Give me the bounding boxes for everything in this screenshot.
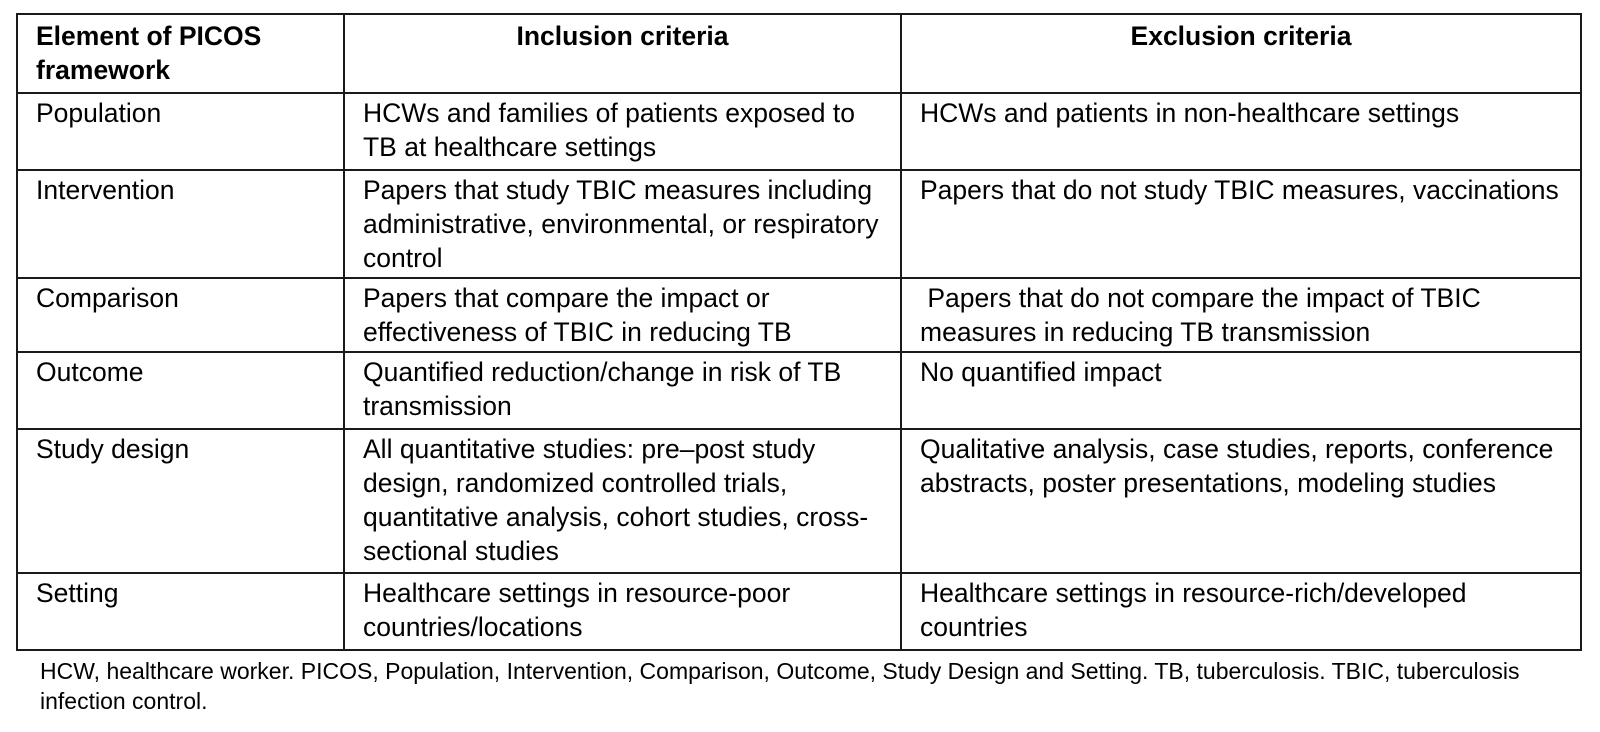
inclusion-cell: Quantified reduction/change in risk of TB transmission [344, 352, 901, 429]
inclusion-cell: Papers that study TBIC measures including administrative, environmental, or respiratory control [344, 170, 901, 278]
inclusion-cell: Papers that compare the impact or effectiveness of TBIC in reducing TB [344, 278, 901, 352]
header-inclusion: Inclusion criteria [344, 14, 901, 93]
exclusion-cell: No quantified impact [901, 352, 1581, 429]
exclusion-cell: Papers that do not compare the impact of TBIC measures in reducing TB transmission [901, 278, 1581, 352]
element-cell: Intervention [17, 170, 344, 278]
element-cell: Comparison [17, 278, 344, 352]
exclusion-cell: Healthcare settings in resource-rich/developed countries [901, 573, 1581, 650]
exclusion-cell: Qualitative analysis, case studies, reports, conference abstracts, poster presentations, modeling studies [901, 429, 1581, 573]
exclusion-cell: Papers that do not study TBIC measures, vaccinations [901, 170, 1581, 278]
table-footnote: HCW, healthcare worker. PICOS, Population, Intervention, Comparison, Outcome, Study Design and Setting. TB, tuberculosis. TBIC, tuberculosis infection control. [40, 658, 1520, 714]
table-row [17, 278, 1581, 352]
table-header-row [17, 14, 1581, 93]
table-row [17, 170, 1581, 278]
header-element: Element of PICOS framework [17, 14, 344, 93]
picos-criteria-table [16, 13, 1582, 651]
element-cell: Setting [17, 573, 344, 650]
element-cell: Outcome [17, 352, 344, 429]
table-row [17, 93, 1581, 170]
inclusion-cell: HCWs and families of patients exposed to TB at healthcare settings [344, 93, 901, 170]
table-row [17, 352, 1581, 429]
inclusion-cell: Healthcare settings in resource-poor countries/locations [344, 573, 901, 650]
inclusion-cell: All quantitative studies: pre–post study design, randomized controlled trials, quantitative analysis, cohort studies, cross-sectional studies [344, 429, 901, 573]
exclusion-cell: HCWs and patients in non-healthcare settings [901, 93, 1581, 170]
element-cell: Population [17, 93, 344, 170]
table-row [17, 573, 1581, 650]
element-cell: Study design [17, 429, 344, 573]
table-row [17, 429, 1581, 573]
header-exclusion: Exclusion criteria [901, 14, 1581, 93]
